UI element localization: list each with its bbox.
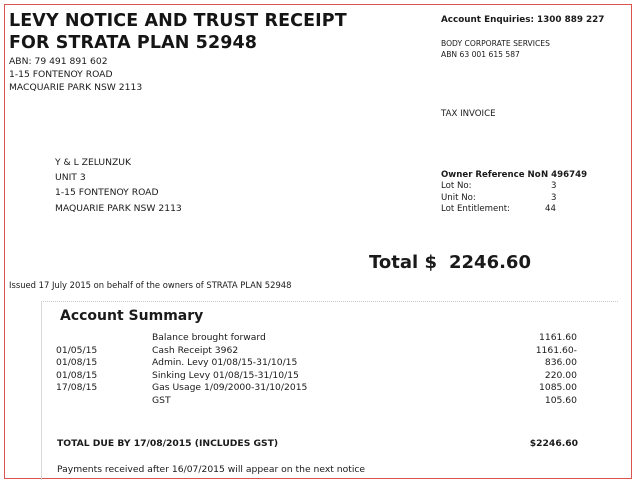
line-date: 17/08/15 [56,382,98,394]
owner-details [441,170,587,216]
recipient-name: Y & L ZELUNZUK [55,157,132,168]
property-suburb: MACQUARIE PARK NSW 2113 [9,82,143,93]
account-enquiries: Account Enquiries: 1300 889 227 [441,15,605,25]
line-description: Cash Receipt 3962 [152,344,239,356]
recipient-address [55,155,182,216]
entitlement-label: Lot Entitlement: [441,204,511,215]
notice-title-line1: LEVY NOTICE AND TRUST RECEIPT [9,11,347,31]
total-due-label: TOTAL DUE BY 17/08/2015 (INCLUDES GST) [57,438,279,449]
line-date: 01/08/15 [56,357,98,369]
unit-value: 3 [551,192,557,203]
line-description: Gas Usage 1/09/2000-31/10/2015 [152,382,308,394]
line-description: Balance brought forward [152,332,266,343]
line-amount: 105.60 [544,394,577,406]
line-amount: 1161.60 [539,332,577,343]
line-date: 01/08/15 [56,369,98,381]
recipient-street: 1-15 FONTENOY ROAD [55,187,159,199]
total-due-row [57,438,578,449]
line-description: GST [152,394,171,406]
payment-note: Payments received after 16/07/2015 will appear on the next notice [57,464,366,475]
line-amount: 220.00 [544,369,577,381]
line-date: 01/05/15 [56,344,98,356]
recipient-unit: UNIT 3 [55,172,86,184]
tax-invoice-label: TAX INVOICE [441,109,496,119]
issued-statement: Issued 17 July 2015 on behalf of the owners of STRATA PLAN 52948 [9,280,292,290]
levy-notice [4,4,632,479]
abn: ABN: 79 491 891 602 [9,56,108,67]
total-label: Total $ [369,252,437,273]
line-amount: 1161.60- [535,344,577,356]
total-value: 2246.60 [449,252,531,273]
line-description: Admin. Levy 01/08/15-31/10/15 [152,357,298,369]
lot-label: Lot No: [441,181,472,192]
line-amount: 1085.00 [539,382,577,394]
total-due-amount: $2246.60 [529,438,578,449]
owner-ref-label: Owner Reference No [441,170,541,180]
notice-title-line2: FOR STRATA PLAN 52948 [9,33,258,53]
company-abn: ABN 63 001 615 587 [441,50,520,59]
summary-heading: Account Summary [60,308,204,324]
lot-value: 3 [551,181,557,192]
unit-label: Unit No: [441,192,476,203]
owner-ref-value: N 496749 [541,170,588,180]
line-description: Sinking Levy 01/08/15-31/10/15 [152,369,299,381]
property-street: 1-15 FONTENOY ROAD [9,69,113,80]
account-summary [41,301,618,480]
company-name: BODY CORPORATE SERVICES [441,39,550,48]
entitlement-value: 44 [545,204,556,215]
recipient-suburb: MAQUARIE PARK NSW 2113 [55,202,182,214]
line-amount: 836.00 [544,357,577,369]
